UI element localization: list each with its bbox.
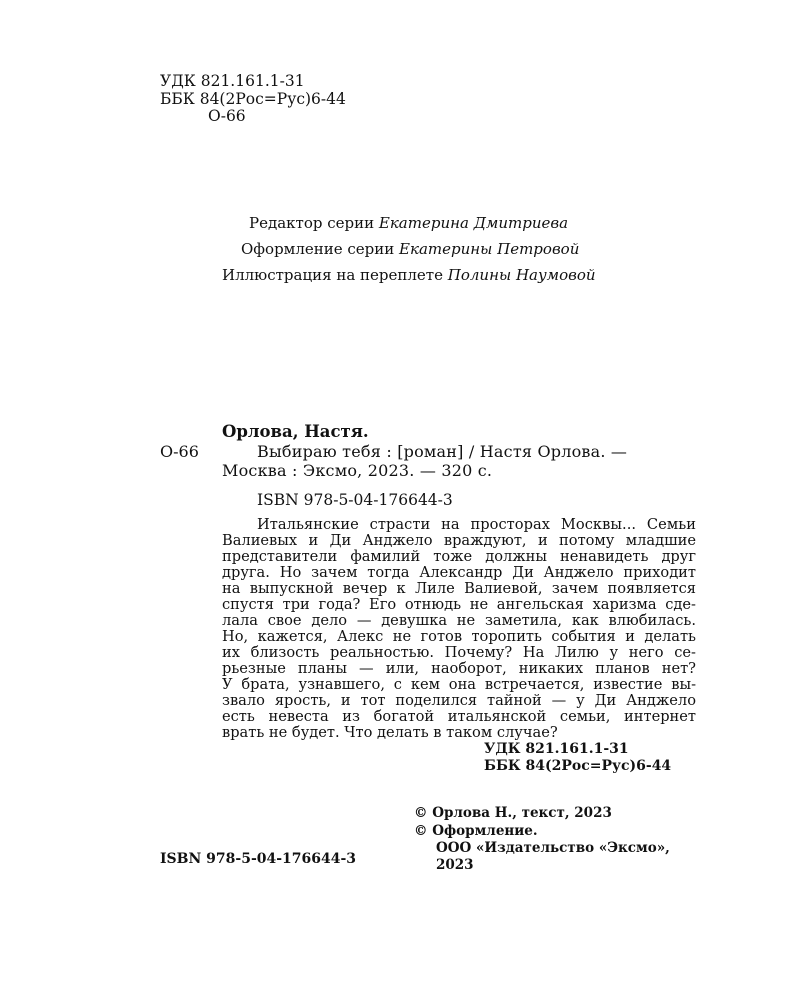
- record-author: Орлова, Настя.: [222, 422, 369, 441]
- udk-code-bold: УДК 821.161.1-31: [484, 741, 629, 757]
- copyright-publisher-line: ООО «Издательство «Эксмо»,: [436, 840, 670, 856]
- copyright-text-line: © Орлова Н., текст, 2023: [414, 805, 612, 821]
- record-title-line: Выбираю тебя : [роман] / Настя Орлова. —: [257, 442, 628, 461]
- record-imprint-line: Москва : Эксмо, 2023. — 320 с.: [222, 461, 493, 480]
- description-line-4: друга. Но зачем тогда Александр Ди Анджело приходит: [222, 564, 696, 581]
- credit-role: Иллюстрация на переплете: [222, 266, 443, 284]
- description-line-1: Итальянские страсти на просторах Москвы... Семьи: [257, 516, 696, 533]
- description-line-7: лала свое дело — девушка не заметила, как влюбилась.: [222, 612, 696, 629]
- bbk-code-bold: ББК 84(2Рос=Рус)6-44: [484, 758, 672, 774]
- record-isbn: ISBN 978-5-04-176644-3: [257, 491, 453, 509]
- credit-role: Редактор серии: [249, 214, 375, 232]
- author-mark: О-66: [208, 107, 246, 125]
- udk-code: УДК 821.161.1-31: [160, 72, 305, 90]
- description-line-10: рьезные планы — или, наоборот, никаких планов нет?: [222, 660, 696, 677]
- credit-role: Оформление серии: [241, 240, 395, 258]
- description-line-6: спустя три года? Его отнюдь не ангельская харизма сде-: [222, 596, 696, 613]
- credit-name: Екатерины Петровой: [399, 240, 580, 258]
- description-line-5: на выпускной вечер к Лиле Валиевой, зачем появляется: [222, 580, 696, 597]
- copyright-design-line: © Оформление.: [414, 823, 538, 839]
- description-line-12: звало ярость, и тот поделился тайной — у Ди Анджело: [222, 692, 696, 709]
- copyright-year-line: 2023: [436, 857, 474, 873]
- record-code: О-66: [160, 442, 199, 461]
- bbk-code: ББК 84(2Рос=Рус)6-44: [160, 90, 346, 108]
- description-line-2: Валиевых и Ди Анджело враждуют, и потому младшие: [222, 532, 696, 549]
- credit-series-design: [241, 240, 579, 258]
- description-line-3: представители фамилий тоже должны ненавидеть друг: [222, 548, 696, 565]
- description-line-8: Но, кажется, Алекс не готов торопить события и делать: [222, 628, 696, 645]
- isbn-bold: ISBN 978-5-04-176644-3: [160, 851, 357, 867]
- description-line-9: их близость реальностью. Почему? На Лилю у него се-: [222, 644, 696, 661]
- credit-cover-illustration: [222, 266, 596, 284]
- description-line-14: врать не будет. Что делать в таком случае?: [222, 724, 558, 741]
- description-line-11: У брата, узнавшего, с кем она встречается, известие вы-: [222, 676, 696, 693]
- description-line-13: есть невеста из богатой итальянской семьи, интернет: [222, 708, 696, 725]
- credit-name: Полины Наумовой: [447, 266, 596, 284]
- credit-series-editor: [249, 214, 568, 232]
- credit-name: Екатерина Дмитриева: [378, 214, 569, 232]
